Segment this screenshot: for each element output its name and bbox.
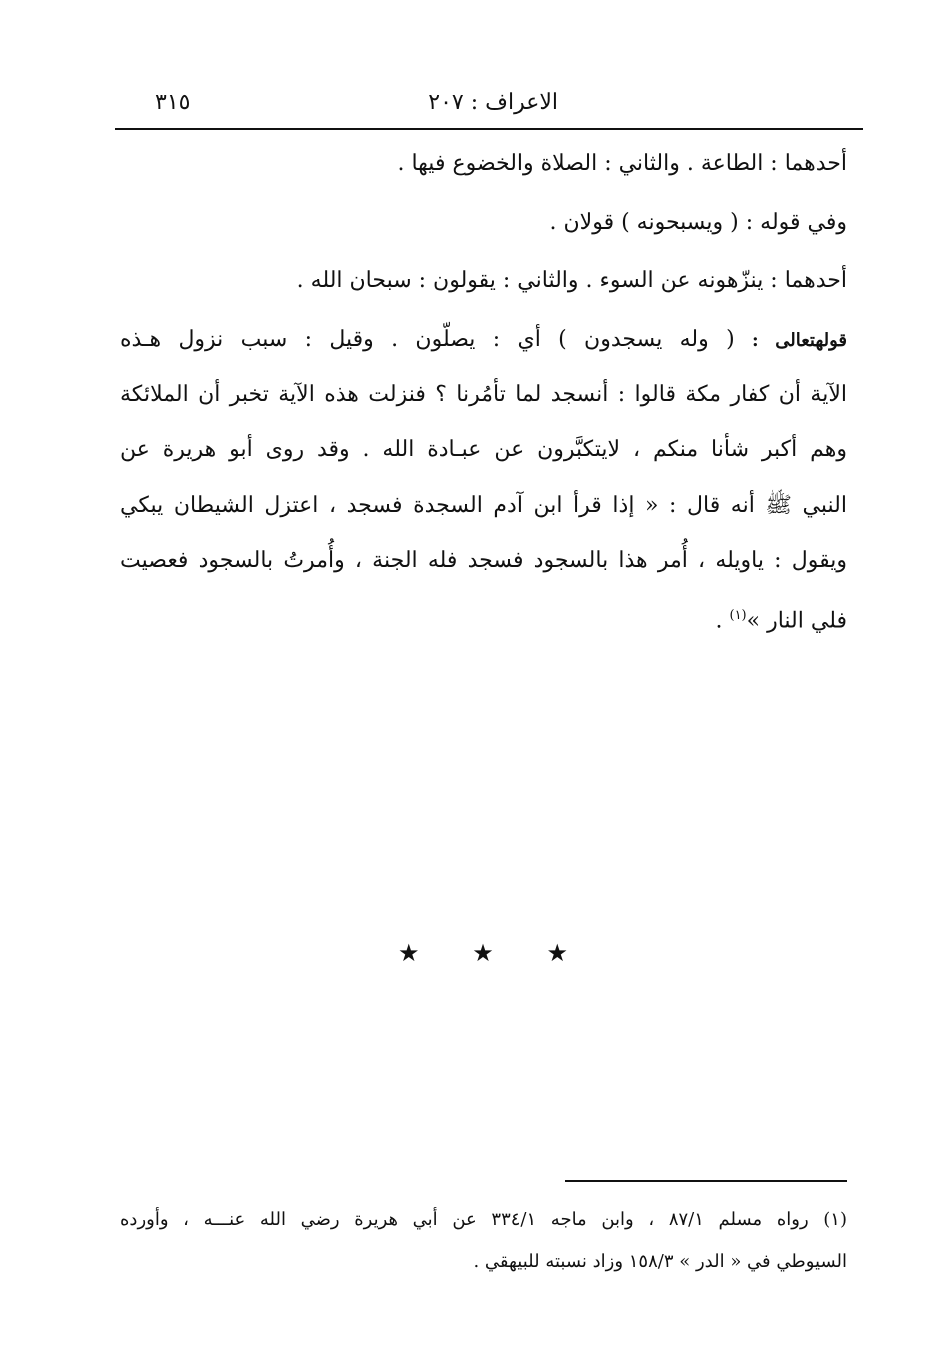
body-line-6: وهم أكبر شأنا منكم ، لايتكبَّرون عن عبـادة الله . وقد روى أبو هريرة عن — [120, 437, 847, 462]
running-header — [115, 86, 863, 126]
star-icon: ★ — [546, 939, 568, 967]
body-line-9-text: فلي النار » — [746, 608, 847, 634]
body-line-4 — [120, 322, 847, 359]
footnote-reference: (١) — [729, 608, 747, 623]
body-line-4-text: ( وله يسجدون ) أي : يصلّون . وقيل : سبب نزول هـذه — [120, 327, 735, 352]
body-final-period: . — [715, 608, 723, 634]
body-line-9 — [715, 598, 847, 639]
footnote-line-2: السيوطي في « الدر » ١٥٨/٣ وزاد نسبته للبيهقي . — [473, 1251, 847, 1272]
footnote-line-1: (١) رواه مسلم ٨٧/١ ، وابن ماجه ٣٣٤/١ عن أبي هريرة رضي الله عنـــه ، وأورده — [120, 1209, 847, 1230]
body-line-5: الآية أن كفار مكة قالوا : أنسجد لما تأمُرنا ؟ فنزلت هذه الآية تخبر أن الملائكة — [120, 382, 847, 407]
body-line-2: وفي قوله : ( ويسبحونه ) قولان . — [549, 210, 847, 235]
header-divider — [115, 128, 863, 130]
star-icon: ★ — [398, 939, 420, 967]
verse-lead-label: قولهتعالى : — [752, 330, 848, 351]
surah-verse-title: الاعراف : ٢٠٧ — [428, 90, 558, 115]
body-line-3: أحدهما : ينزّهونه عن السوء . والثاني : يقولون : سبحان الله . — [296, 268, 847, 293]
page-number: ٣١٥ — [155, 90, 191, 115]
body-line-8: ويقول : ياويله ، أُمر هذا بالسجود فسجد فله الجنة ، وأُمرتُ بالسجود فعصيت — [120, 548, 847, 573]
footnote-divider — [565, 1180, 847, 1182]
body-line-1: أحدهما : الطاعة . والثاني : الصلاة والخضوع فيها . — [397, 151, 847, 176]
section-separator — [398, 938, 568, 968]
star-icon: ★ — [472, 939, 494, 967]
body-line-7: النبي ﷺ أنه قال : « إذا قرأ ابن آدم السجدة فسجد ، اعتزل الشيطان يبكي — [120, 493, 847, 518]
